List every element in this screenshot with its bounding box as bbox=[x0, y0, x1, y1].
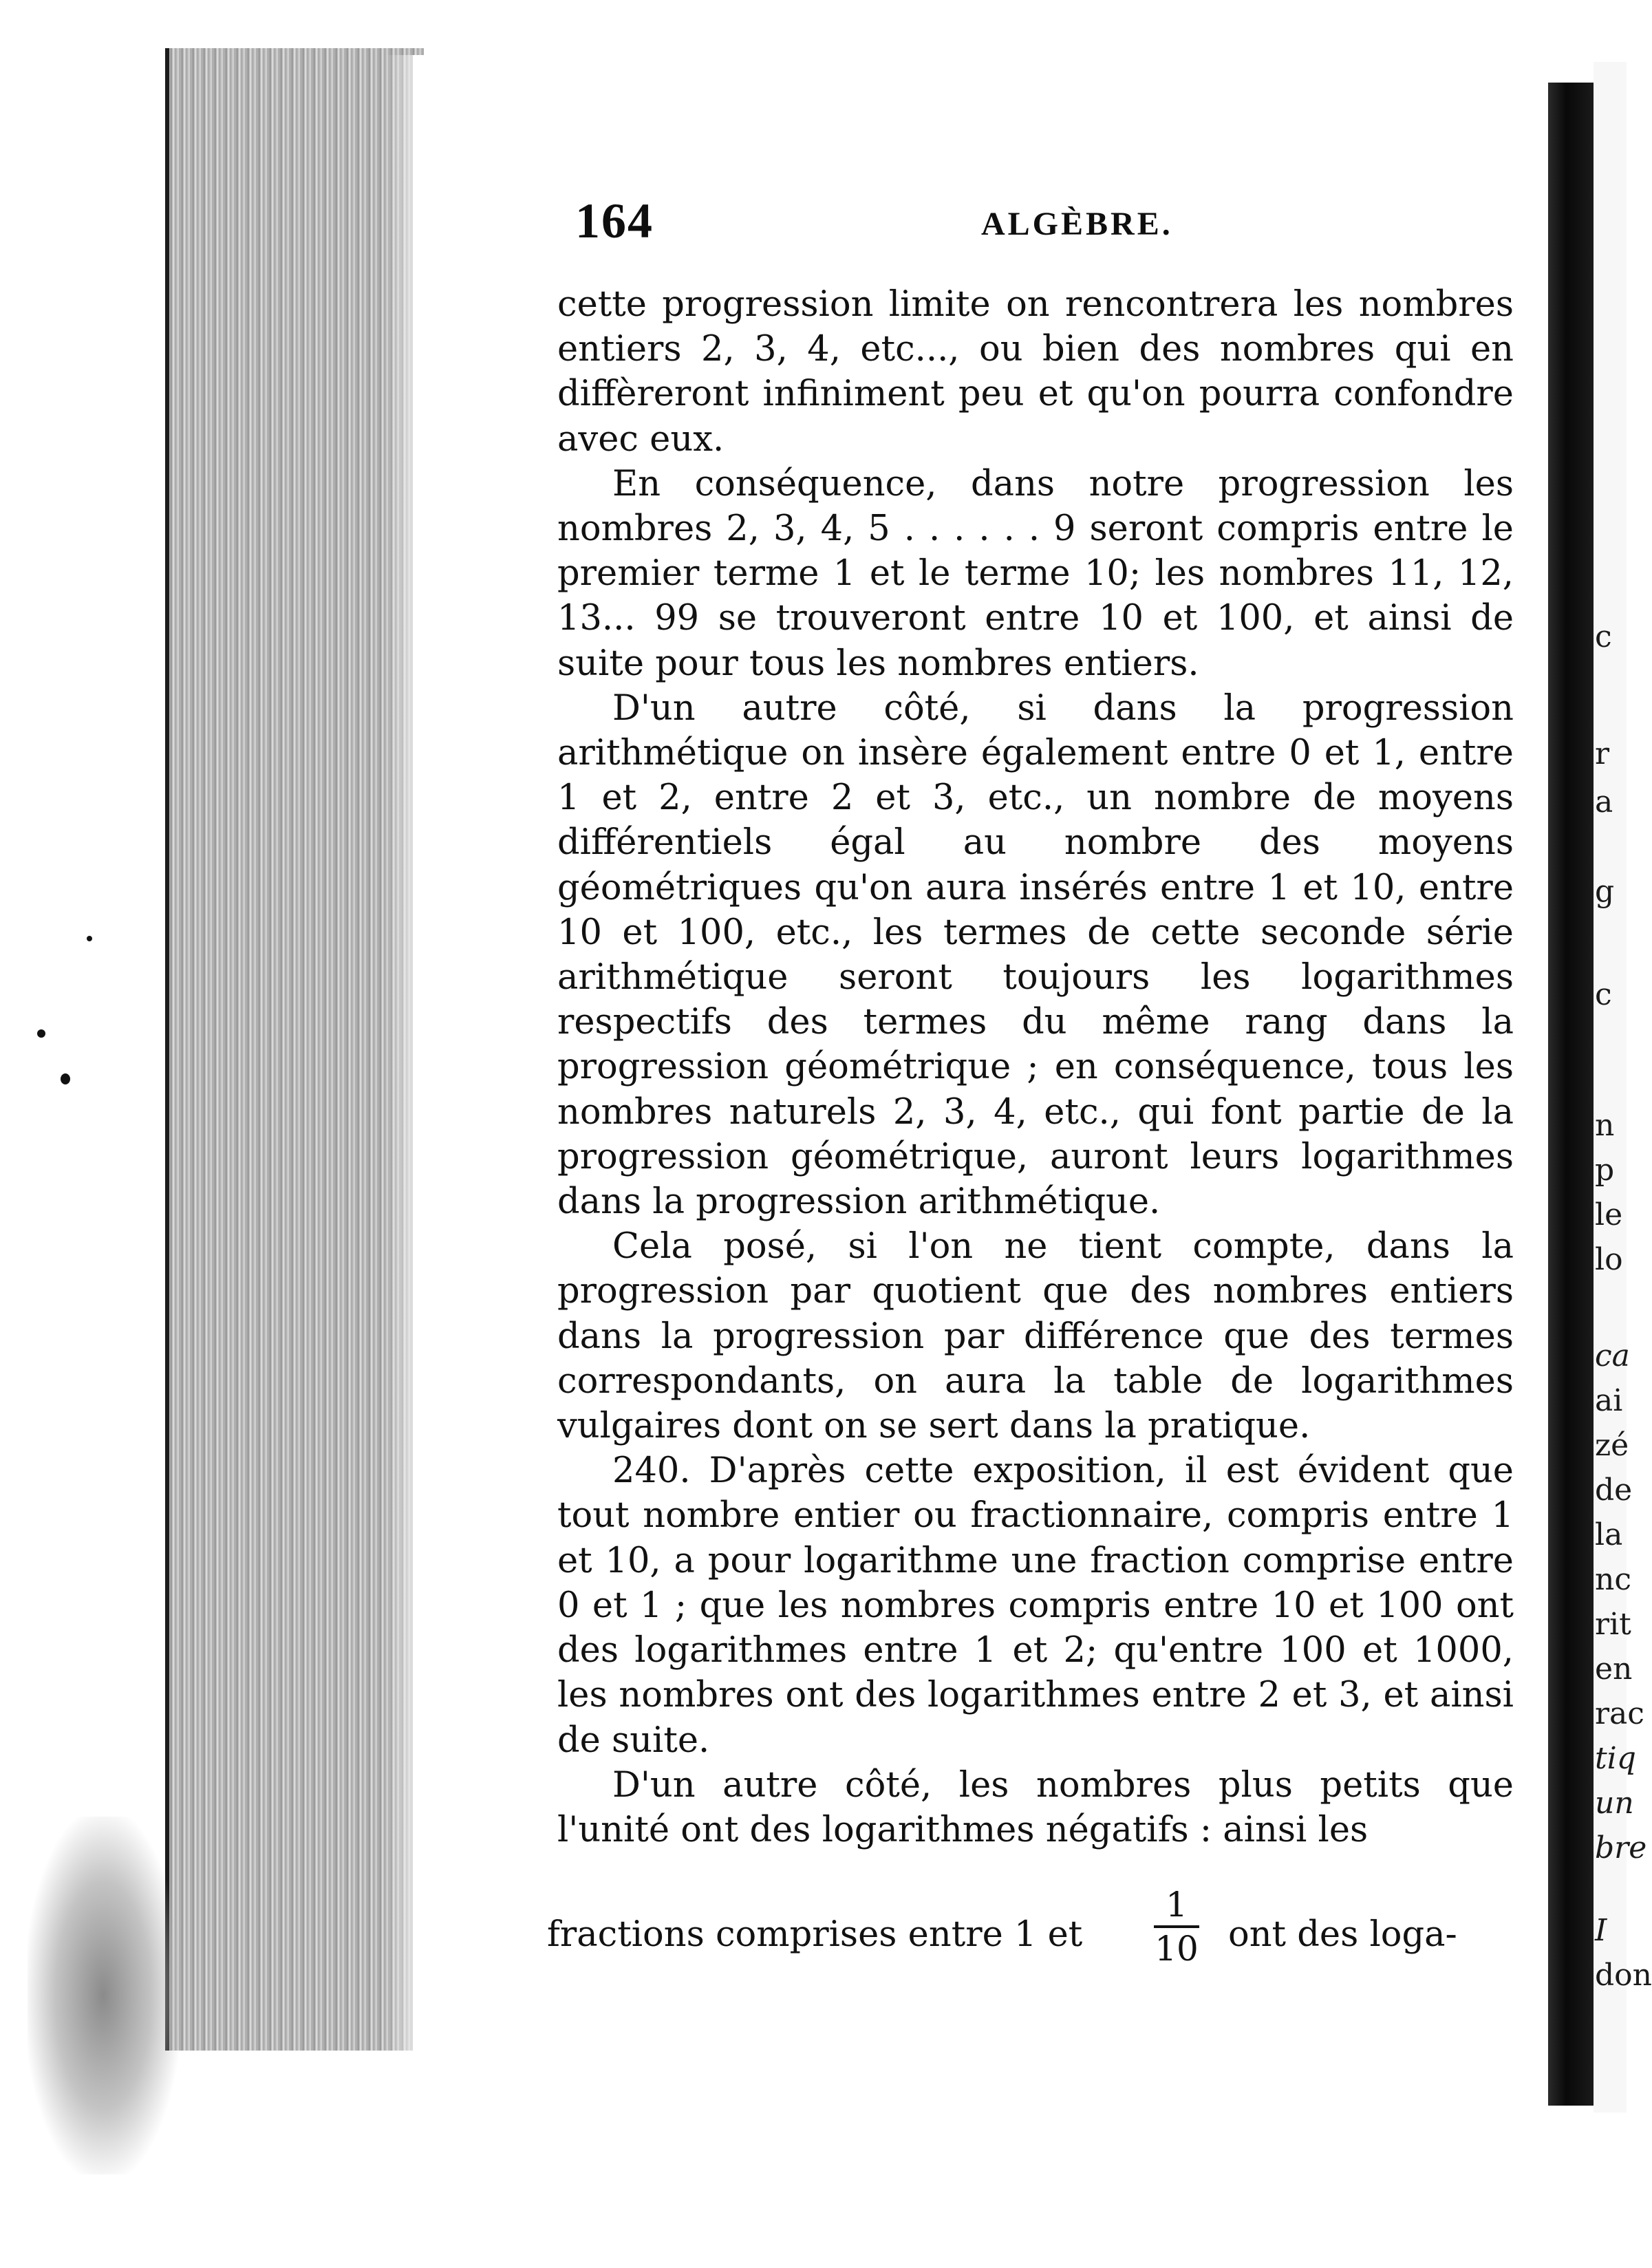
fraction-bar bbox=[1154, 1925, 1199, 1928]
facing-page-fragment: n bbox=[1595, 1108, 1615, 1143]
facing-page-fragment: r bbox=[1595, 736, 1610, 771]
fraction-numerator: 1 bbox=[1166, 1885, 1188, 1925]
facing-page-fragment: le bbox=[1595, 1197, 1623, 1232]
fraction-denominator: 10 bbox=[1155, 1929, 1199, 1969]
facing-page-fragment: un bbox=[1595, 1786, 1634, 1821]
facing-page-fragment: rac bbox=[1595, 1696, 1644, 1731]
facing-page-fragment: g bbox=[1595, 874, 1615, 909]
facing-page-fragment: c bbox=[1595, 977, 1612, 1012]
facing-page-fragment: ca bbox=[1595, 1338, 1630, 1373]
paragraph: D'un autre côté, si dans la progression arithmétique on insère également entre 0 et 1, entre 1 et 2, entre 2 et 3, etc., un nombre de moyens différentiels égal au nombre des moyens géométriques qu'on aura insérés entre 1 et 10, entre 10 et 100, etc., les termes de cette seconde série arithmétique seront toujours les logarithmes respectifs des termes du même rang dans la progression géométrique ; en conséquence, tous les nombres naturels 2, 3, 4, etc., qui font partie de la progression géométrique, auront leurs logarithmes dans la progression arithmétique. bbox=[557, 687, 1514, 1223]
running-head: ALGÈBRE. bbox=[981, 206, 1173, 242]
paragraph: cette progression limite on rencontrera les nombres entiers 2, 3, 4, etc..., ou bien des nombres qui en diffèreront infiniment peu et qu'on pourra confondre avec eux. bbox=[557, 284, 1514, 460]
facing-page-fragment: en bbox=[1595, 1651, 1633, 1687]
paragraph: En conséquence, dans notre progression les nombres 2, 3, 4, 5 . . . . . . 9 seront compris entre le premier terme 1 et le terme 10; les nombres 11, 12, 13... 99 se trouveront entre 10 et 100, et ainsi de suite pour tous les nombres entiers. bbox=[557, 463, 1514, 684]
page-header bbox=[575, 193, 1483, 248]
facing-page-fragment: lo bbox=[1595, 1242, 1623, 1277]
body-text bbox=[557, 282, 1514, 1852]
facing-page-fragment: a bbox=[1595, 784, 1613, 820]
facing-page-fragment: zé bbox=[1595, 1428, 1629, 1463]
line-text-after-fraction: ont des loga- bbox=[1228, 1914, 1457, 1955]
fraction-one-tenth bbox=[1152, 1885, 1201, 1968]
paragraph: D'un autre côté, les nombres plus petits que l'unité ont des logarithmes négatifs : ainsi les bbox=[557, 1764, 1514, 1850]
line-text-before-fraction: fractions comprises entre 1 et bbox=[547, 1914, 1083, 1955]
facing-page-fragment: bre bbox=[1595, 1830, 1647, 1865]
facing-page-fragment: de bbox=[1595, 1473, 1633, 1508]
facing-page-fragment: I bbox=[1595, 1913, 1607, 1948]
book-gutter bbox=[1548, 83, 1594, 2106]
facing-page-fragment: nc bbox=[1595, 1562, 1631, 1597]
paragraph: Cela posé, si l'on ne tient compte, dans la progression par quotient que des nombres entiers dans la progression par différence que des termes correspondants, on aura la table de logarithmes vulgaires dont on se sert dans la pratique. bbox=[557, 1226, 1514, 1447]
facing-page-fragment: ai bbox=[1595, 1383, 1623, 1418]
facing-page-fragment: c bbox=[1595, 619, 1612, 654]
ink-speck bbox=[61, 1073, 70, 1084]
scan-smudge bbox=[28, 1817, 179, 2174]
ink-speck bbox=[87, 936, 92, 941]
facing-page-fragment: tiq bbox=[1595, 1741, 1636, 1776]
numbered-paragraph: 240. D'après cette exposition, il est évident que tout nombre entier ou fractionnaire, compris entre 1 et 10, a pour logarithme une fraction comprise entre 0 et 1 ; que les nombres compris entre 10 et 100 ont des logarithmes entre 1 et 2; qu'entre 100 et 1000, les nombres ont des logarithmes entre 2 et 3, et ainsi de suite. bbox=[557, 1451, 1514, 1761]
facing-page bbox=[1594, 62, 1652, 2112]
facing-page-fragment: p bbox=[1595, 1153, 1615, 1188]
facing-page-fragment: rit bbox=[1595, 1607, 1631, 1642]
facing-page-fragment: la bbox=[1595, 1517, 1623, 1552]
facing-page-fragment: don bbox=[1595, 1958, 1652, 1993]
final-line-with-fraction bbox=[547, 1885, 1483, 1982]
page-number: 164 bbox=[575, 193, 654, 248]
ink-speck bbox=[37, 1029, 45, 1038]
